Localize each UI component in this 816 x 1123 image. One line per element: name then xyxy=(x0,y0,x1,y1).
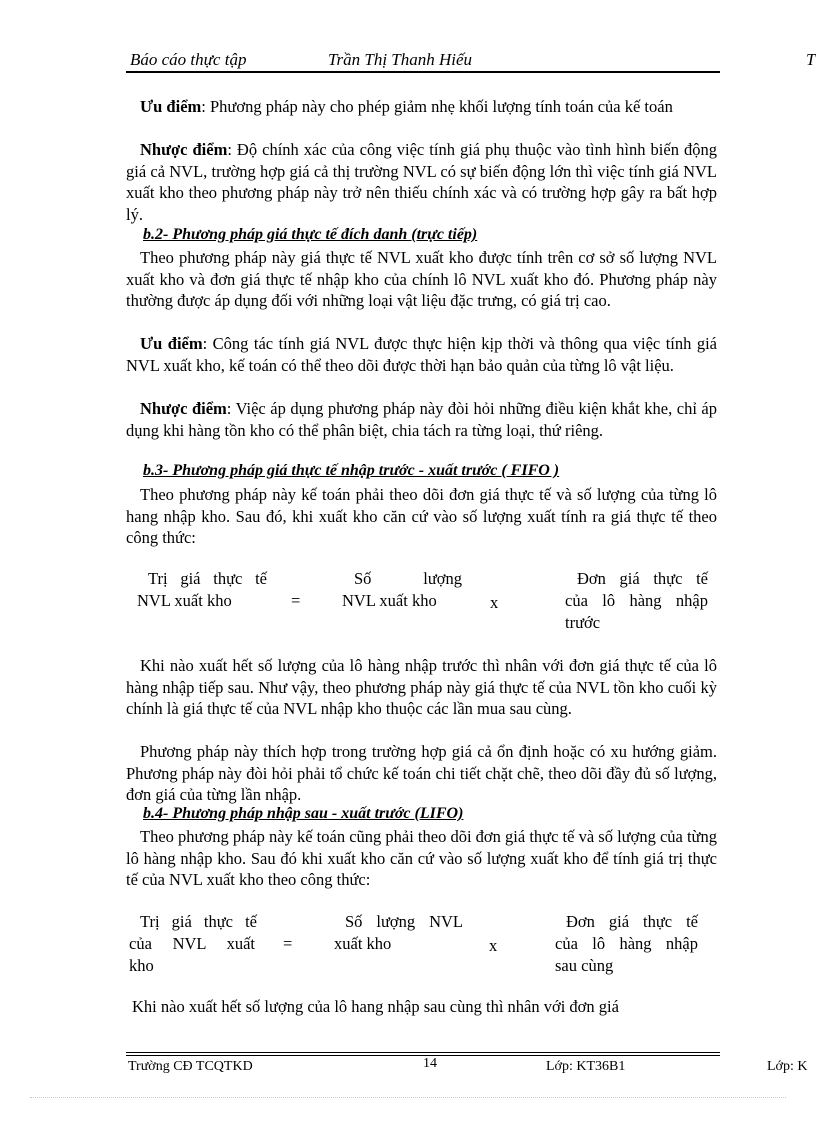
footer-class: Lớp: KT36B1 xyxy=(546,1059,626,1074)
formula2-right-line3: sau cùng xyxy=(555,956,614,975)
formula1-right-line1: Đơn giá thực tế xyxy=(577,569,708,588)
paragraph-disadvantage xyxy=(126,139,717,225)
header-title: Báo cáo thực tập xyxy=(130,50,247,69)
footer-class-cut: Lớp: K xyxy=(767,1059,808,1074)
formula1-left-line1: Trị giá thực tế xyxy=(148,569,267,588)
formula2-mid-line2: xuất kho xyxy=(334,934,392,953)
formula2-equals: = xyxy=(283,934,293,953)
disadvantage-label: Nhược điểm xyxy=(140,140,228,159)
advantage-label: Ưu điểm xyxy=(140,97,202,116)
heading-b3: b.3- Phương pháp giá thực tế nhập trước - xuất trước ( FIFO ) xyxy=(143,462,560,479)
heading-b2: b.2- Phương pháp giá thực tế đích danh (trực tiếp) xyxy=(143,226,478,243)
formula2-left-line1: Trị giá thực tế xyxy=(140,912,257,931)
advantage-text: : Phương pháp này cho phép giảm nhẹ khối lượng tính toán của kế toán xyxy=(201,97,673,116)
paragraph-advantage xyxy=(126,96,717,118)
b2-advantage-text: : Công tác tính giá NVL được thực hiện kịp thời và thông qua việc tính giá NVL xuất kho, kế toán có thể theo dõi được thời hạn bảo quản của từng lô vật liệu. xyxy=(126,334,717,375)
b2-disadvantage-label: Nhược điểm xyxy=(140,399,227,418)
formula1-times: x xyxy=(490,593,499,612)
formula1-mid-line2: NVL xuất kho xyxy=(342,591,437,610)
formula1-left-line2: NVL xuất kho xyxy=(137,591,232,610)
paragraph-b2-advantage xyxy=(126,333,717,376)
b2-advantage-label: Ưu điểm xyxy=(140,334,203,353)
formula2-mid-line1: Số lượng NVL xyxy=(345,912,463,931)
disadvantage-text: : Độ chính xác của công việc tính giá phụ thuộc vào tình hình biến động giá cả NVL, trường hợp giá cả thị trường NVL có sự biến động lớn thì việc tính giá NVL xuất kho theo phương pháp này trở nên thiếu chính xác và có trường hợp gây ra bất hợp lý. xyxy=(126,140,717,224)
formula2-left-line2: của NVL xuất xyxy=(129,934,255,953)
heading-b4: b.4- Phương pháp nhập sau - xuất trước (LIFO) xyxy=(143,805,464,822)
paragraph-b3-suitability: Phương pháp này thích hợp trong trường hợp giá cả ổn định hoặc có xu hướng giảm. Phương pháp này đòi hỏi phải tổ chức kế toán chi tiết chặt chẽ, theo dõi đầy đủ số lượng, đơn giá của từng lần nhập. xyxy=(126,742,717,805)
paragraph-b2-disadvantage xyxy=(126,398,717,441)
page-bottom-divider xyxy=(30,1097,786,1098)
footer-page-number: 14 xyxy=(423,1056,437,1071)
footer-school: Trường CĐ TCQTKD xyxy=(128,1059,253,1074)
paragraph-b2-body: Theo phương pháp này giá thực tế NVL xuất kho được tính trên cơ sở số lượng NVL xuất kho và đơn giá thực tế nhập kho của chính lô NVL xuất kho đó. Phương pháp này thường được áp dụng đối với những loại vật liệu đặc trưng, có giá trị cao. xyxy=(126,248,717,311)
formula1-right-line2: của lô hàng nhập xyxy=(565,591,708,610)
paragraph-b3-body: Theo phương pháp này kế toán phải theo dõi đơn giá thực tế và số lượng của từng lô hang nhập kho. Sau đó, khi xuất kho căn cứ vào số lượng xuất tính ra giá thực tế theo công thức: xyxy=(126,485,717,548)
paragraph-b4-body: Theo phương pháp này kế toán cũng phải theo dõi đơn giá thực tế và số lượng của từng lô hàng nhập kho. Sau đó khi xuất kho căn cứ vào số lượng xuất kho để tính giá trị thực tế của NVL xuất kho theo công thức: xyxy=(126,827,717,890)
formula1-right-line3: trước xyxy=(565,613,601,632)
paragraph-b4-note: Khi nào xuất hết số lượng của lô hang nhập sau cùng thì nhân với đơn giá xyxy=(132,997,619,1016)
header-author: Trần Thị Thanh Hiếu xyxy=(328,50,473,69)
header-right-cut: T xyxy=(806,50,816,69)
footer-rule-top xyxy=(126,1052,720,1053)
paragraph-b3-note: Khi nào xuất hết số lượng của lô hàng nhập trước thì nhân với đơn giá thực tế của lô hàng nhập tiếp sau. Như vậy, theo phương pháp này giá thực tế của NVL tồn kho cuối kỳ chính là giá thực tế của NVL nhập kho thuộc các lần mua sau cùng. xyxy=(126,656,717,719)
formula2-right-line2: của lô hàng nhập xyxy=(555,934,698,953)
header-rule xyxy=(126,71,720,73)
formula2-right-line1: Đơn giá thực tế xyxy=(566,912,698,931)
formula2-times: x xyxy=(489,936,498,955)
formula1-mid-line1: Số lượng xyxy=(354,569,462,588)
formula2-left-line3: kho xyxy=(129,956,154,975)
b2-disadvantage-text: : Việc áp dụng phương pháp này đòi hỏi những điều kiện khắt khe, chỉ áp dụng khi hàng tồn kho có thể phân biệt, chia tách ra từng loại, thứ riêng. xyxy=(126,399,717,440)
formula1-equals: = xyxy=(291,591,301,610)
